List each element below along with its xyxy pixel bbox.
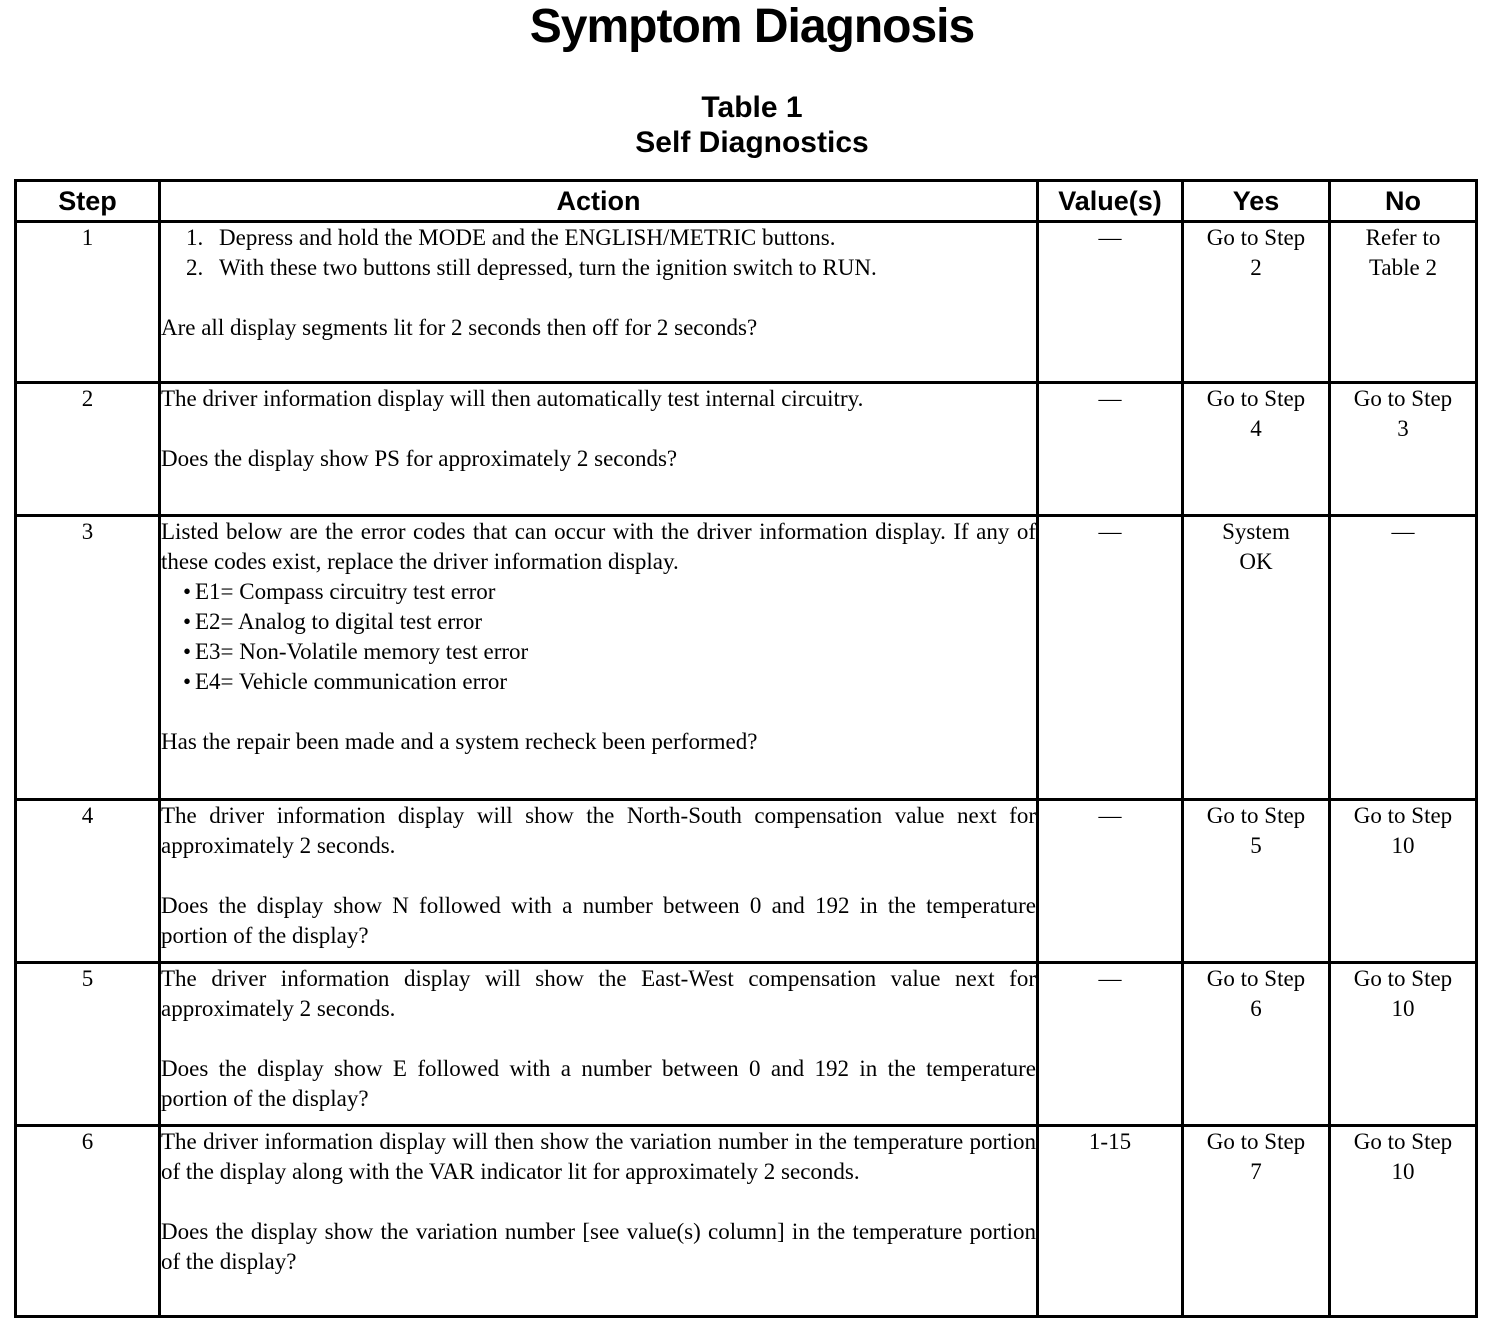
step-number: 4 [16, 800, 160, 963]
action-intro: The driver information display will then automatically test internal circuitry. [161, 386, 864, 411]
yes-line: OK [1239, 549, 1273, 574]
step-number: 6 [16, 1126, 160, 1317]
yes-line: Go to Step [1206, 803, 1306, 828]
no-line: 10 [1391, 1159, 1415, 1184]
list-item: • E1= Compass circuitry test error [161, 577, 1036, 607]
no-line: Go to Step [1353, 966, 1453, 991]
no-line: Go to Step [1353, 386, 1453, 411]
yes-cell [1183, 383, 1330, 516]
values-cell: — [1038, 963, 1183, 1126]
table-row [16, 516, 1477, 800]
table-row [16, 963, 1477, 1126]
table-header-row [16, 181, 1477, 222]
yes-line: 6 [1250, 996, 1262, 1021]
list-text: Depress and hold the MODE and the ENGLISH/METRIC buttons. [219, 225, 836, 250]
action-cell [160, 222, 1038, 383]
header-yes: Yes [1183, 181, 1330, 222]
list-text: With these two buttons still depressed, turn the ignition switch to RUN. [219, 255, 877, 280]
values-cell: 1-15 [1038, 1126, 1183, 1317]
no-cell [1330, 222, 1477, 383]
yes-cell [1183, 222, 1330, 383]
step-number: 3 [16, 516, 160, 800]
action-cell [160, 963, 1038, 1126]
values-cell: — [1038, 800, 1183, 963]
values-cell: — [1038, 383, 1183, 516]
table-row [16, 383, 1477, 516]
no-cell [1330, 516, 1477, 800]
no-cell [1330, 800, 1477, 963]
no-line: Table 2 [1368, 255, 1437, 280]
yes-line: Go to Step [1206, 386, 1306, 411]
yes-cell [1183, 1126, 1330, 1317]
list-number: 1. [186, 225, 204, 250]
yes-line: Go to Step [1206, 966, 1306, 991]
values-cell: — [1038, 222, 1183, 383]
step-number: 5 [16, 963, 160, 1126]
action-question: Has the repair been made and a system recheck been performed? [161, 729, 758, 754]
action-question: Are all display segments lit for 2 seconds then off for 2 seconds? [161, 315, 758, 340]
list-item: • E3= Non-Volatile memory test error [161, 637, 1036, 667]
action-list-item [161, 223, 1036, 253]
values-cell: — [1038, 516, 1183, 800]
no-line: 10 [1391, 833, 1415, 858]
no-cell [1330, 1126, 1477, 1317]
header-no: No [1330, 181, 1477, 222]
no-cell [1330, 963, 1477, 1126]
action-list-item [161, 253, 1036, 283]
header-step: Step [16, 181, 160, 222]
yes-line: Go to Step [1206, 225, 1306, 250]
yes-line: System [1222, 519, 1290, 544]
table-row [16, 1126, 1477, 1317]
action-question: Does the display show E followed with a number between 0 and 192 in the temperature portion of the display? [161, 1056, 1036, 1111]
table-row [16, 800, 1477, 963]
list-number: 2. [186, 255, 204, 280]
header-action: Action [160, 181, 1038, 222]
no-line: Go to Step [1353, 1129, 1453, 1154]
yes-line: 2 [1250, 255, 1262, 280]
table-row [16, 222, 1477, 383]
action-intro: Listed below are the error codes that can occur with the driver information display. If any of these codes exist, replace the driver information display. [161, 519, 1036, 574]
action-intro: The driver information display will show the North-South compensation value next for approximately 2 seconds. [161, 803, 1036, 858]
yes-line: 5 [1250, 833, 1262, 858]
action-intro: The driver information display will show the East-West compensation value next for approximately 2 seconds. [161, 966, 1036, 1021]
action-cell [160, 383, 1038, 516]
no-line: Refer to [1365, 225, 1441, 250]
yes-cell [1183, 516, 1330, 800]
action-intro: The driver information display will then show the variation number in the temperature portion of the display along with the VAR indicator lit for approximately 2 seconds. [161, 1129, 1036, 1184]
yes-cell [1183, 963, 1330, 1126]
no-line: 10 [1391, 996, 1415, 1021]
yes-line: Go to Step [1206, 1129, 1306, 1154]
step-number: 2 [16, 383, 160, 516]
self-diagnostics-table [14, 179, 1478, 1318]
no-line: Go to Step [1353, 803, 1453, 828]
action-cell [160, 800, 1038, 963]
list-item: • E2= Analog to digital test error [161, 607, 1036, 637]
table-title: Self Diagnostics [635, 126, 869, 159]
page-title: Symptom Diagnosis [529, 0, 975, 53]
no-line: — [1391, 519, 1415, 544]
action-question: Does the display show PS for approximately 2 seconds? [161, 446, 678, 471]
action-question: Does the display show the variation number [see value(s) column] in the temperature portion of the display? [161, 1219, 1036, 1274]
error-code-list [161, 577, 1036, 697]
list-item: • E4= Vehicle communication error [161, 667, 1036, 697]
yes-line: 4 [1250, 416, 1262, 441]
action-cell [160, 516, 1038, 800]
table-number: Table 1 [701, 91, 803, 124]
header-values: Value(s) [1038, 181, 1183, 222]
step-number: 1 [16, 222, 160, 383]
no-line: 3 [1397, 416, 1409, 441]
action-cell [160, 1126, 1038, 1317]
no-cell [1330, 383, 1477, 516]
action-question: Does the display show N followed with a number between 0 and 192 in the temperature portion of the display? [161, 893, 1036, 948]
yes-cell [1183, 800, 1330, 963]
yes-line: 7 [1250, 1159, 1262, 1184]
